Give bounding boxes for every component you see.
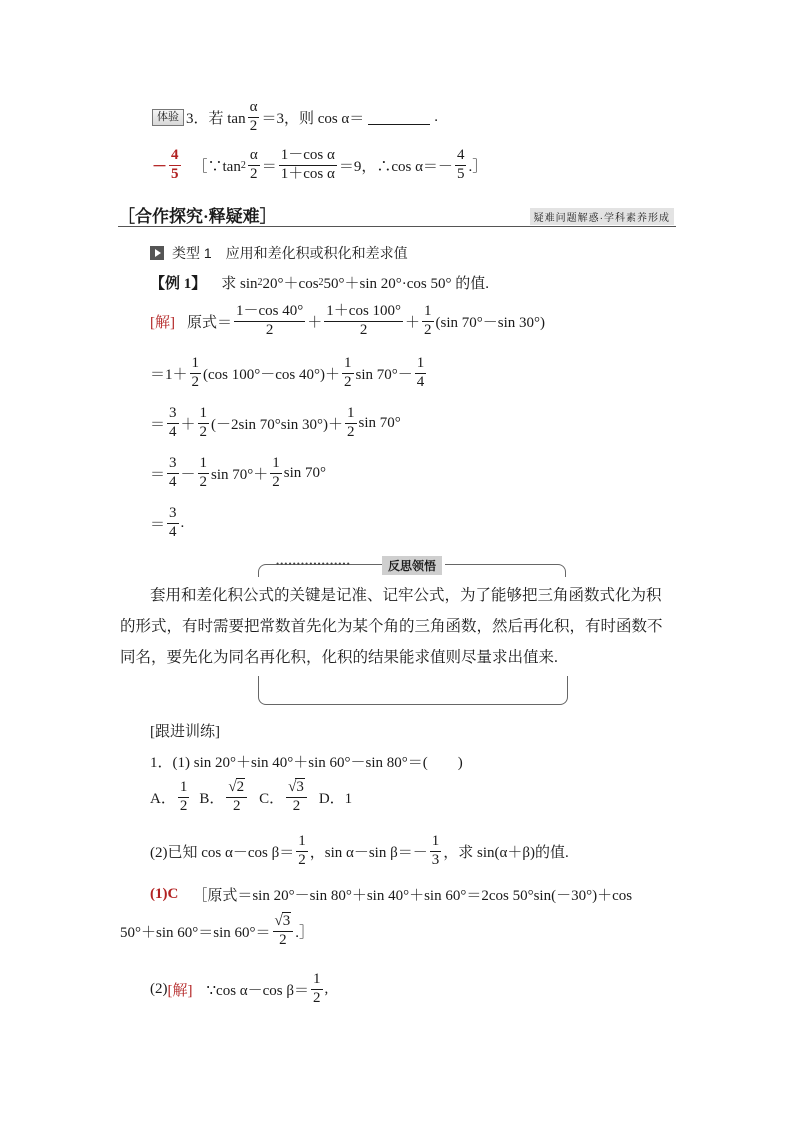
solution-tag: [解] (150, 314, 175, 331)
example-1 (150, 272, 489, 293)
exercise-text-start: 3．若 tan (186, 110, 246, 127)
example-text-b: 20°＋cos (262, 276, 319, 292)
reflection-label: 反思领悟 (382, 556, 442, 575)
solution-l1-frac1: $\frac{1-\cos 40^\circ}{2}$ (236, 303, 304, 338)
solution-l4-b: － (180, 466, 196, 483)
solution-line-3 (150, 406, 401, 441)
solution-l1-a: 原式＝ (187, 314, 233, 331)
option-b-frac: $\frac{√2}{2}$ (226, 780, 247, 815)
answer-close: .］ (468, 158, 488, 175)
q2-text-a: (2)已知 cos α－cos β＝ (150, 844, 295, 861)
q2-frac1: $\frac{1}{2}$ (298, 833, 306, 868)
practice-q1: 1．(1) sin 20°＋sin 40°＋sin 60°－sin 80°＝( ) (150, 755, 463, 771)
option-c-label: C． (259, 790, 285, 807)
a2-text: ∵cos α－cos β＝ (206, 982, 310, 999)
solution-line-5 (150, 506, 184, 541)
solution-l1-plus2: ＋ (405, 314, 421, 331)
practice-options (150, 780, 352, 815)
a2-end: , (324, 980, 329, 997)
a2-frac: $\frac{1}{2}$ (313, 971, 321, 1006)
example-label: 【例 1】 (150, 276, 207, 292)
option-c-frac: $\frac{√3}{2}$ (286, 780, 307, 815)
solution-l2-c: sin 70°－ (355, 366, 413, 383)
solution-line-2 (150, 356, 428, 391)
example-sup2: 2 (318, 277, 324, 288)
answer-blank (368, 110, 430, 125)
answer-fraction: $\frac{4}{5}$ (171, 147, 179, 182)
solution-l1-frac3: $\frac{1}{2}$ (424, 303, 432, 338)
answer-eq9: ＝9，∴cos α＝－ (338, 158, 453, 175)
answer-fraction-4: $\frac{4}{5}$ (456, 147, 465, 182)
reflection-border-right (445, 564, 566, 577)
solution-l3-c: (－2sin 70°sin 30°)＋ (211, 416, 344, 433)
practice-header: [跟进训练] (150, 724, 220, 740)
a1-frac: $\frac{√3}{2}$ (273, 914, 294, 949)
reflection-box-top (258, 556, 566, 574)
solution-l2-b: (cos 100°－cos 40°)＋ (203, 366, 340, 383)
a1-tag: (1)C (150, 886, 179, 902)
a1-end: .］ (295, 924, 315, 941)
a2-tag: (2) (150, 980, 168, 997)
exercise-3 (152, 100, 438, 135)
a1-line2-text: 50°＋sin 60°＝sin 60°＝ (120, 924, 271, 941)
exercise-fraction: $\frac{\alpha}{2}$ (249, 99, 258, 134)
a2-jie: [解] (167, 982, 193, 999)
answer-eq: ＝ (261, 158, 277, 175)
solution-l3-frac3: $\frac{1}{2}$ (347, 405, 355, 440)
example-text-a: 求 sin (206, 276, 258, 292)
solution-l1-plus: ＋ (307, 314, 323, 331)
q2-text-c: ，求 sin(α＋β)的值. (443, 844, 569, 861)
practice-a1-line1 (150, 884, 632, 905)
solution-l3-frac1: $\frac{3}{4}$ (169, 405, 177, 440)
solution-l3-b: ＋ (180, 416, 196, 433)
solution-l2-frac2: $\frac{1}{2}$ (344, 355, 352, 390)
exercise-text-mid: ＝3，则 cos α＝ (261, 110, 365, 127)
solution-line-1 (150, 304, 545, 339)
exercise-badge: 体验 (152, 109, 184, 126)
practice-a1-line2 (120, 914, 314, 949)
section-title: ［合作探究·释疑难］ (118, 207, 277, 226)
solution-l2-frac3: $\frac{1}{4}$ (416, 355, 425, 390)
solution-l4-frac2: $\frac{1}{2}$ (199, 455, 208, 490)
q2-frac2: $\frac{1}{3}$ (431, 833, 440, 868)
solution-l4-d: sin 70° (283, 464, 327, 481)
option-d-label: D．1 (318, 790, 353, 807)
type-heading (150, 243, 408, 263)
play-triangle-icon (150, 246, 164, 260)
reflection-text: 套用和差化积公式的关键是记准、记牢公式，为了能够把三角函数式化为积的形式，有时需要把常数首先化为某个角的三角函数，然后再化积，有时函数不同名，要先化为同名再化积，化积的结果能求值则尽量求出值来. (120, 587, 663, 666)
solution-l4-a: ＝ (150, 466, 166, 483)
answer-fraction-2: $\frac{\alpha}{2}$ (249, 147, 258, 182)
answer-sign: － (152, 158, 168, 175)
a1-text: ［原式＝sin 20°－sin 80°＋sin 40°＋sin 60°＝2cos 50°sin(－30°)＋cos (192, 888, 633, 904)
solution-l5-b: . (180, 514, 185, 531)
solution-l4-frac3: $\frac{1}{2}$ (272, 455, 280, 490)
answer-sup: 2 (240, 159, 246, 171)
solution-l3-a: ＝ (150, 416, 166, 433)
answer-explain-start: ［∵tan (192, 158, 241, 175)
practice-a2 (150, 972, 328, 1007)
option-b-label: B． (199, 790, 225, 807)
solution-l5-frac: $\frac{3}{4}$ (169, 505, 177, 540)
q2-text-b: ，sin α－sin β＝－ (309, 844, 428, 861)
solution-l1-end: (sin 70°－sin 30°) (435, 314, 546, 331)
option-a-label: A． (150, 790, 176, 807)
solution-l3-frac2: $\frac{1}{2}$ (199, 405, 208, 440)
solution-l5-a: ＝ (150, 516, 166, 533)
section-tag: 疑难问题解惑·学科素养形成 (530, 208, 674, 225)
section-header (118, 202, 676, 227)
exercise-3-answer (152, 148, 487, 183)
solution-line-4 (150, 456, 326, 491)
example-sup1: 2 (257, 277, 263, 288)
answer-fraction-3: $\frac{\text{1－cos α}}{\text{1＋cos α}}$ (280, 147, 335, 182)
solution-l2-frac1: $\frac{1}{2}$ (191, 355, 200, 390)
reflection-box-bottom (258, 676, 568, 705)
solution-l4-frac1: $\frac{3}{4}$ (169, 455, 177, 490)
solution-l1-frac2: $\frac{1+\cos 100^\circ}{2}$ (326, 303, 402, 338)
option-a-frac: $\frac{1}{2}$ (179, 779, 188, 814)
solution-l2-a: ＝1＋ (150, 366, 188, 383)
solution-l3-d: sin 70° (358, 414, 401, 431)
practice-q2 (150, 834, 569, 869)
example-text-c: 50°＋sin 20°·cos 50° 的值. (323, 276, 490, 292)
solution-l4-c: sin 70°＋ (211, 466, 269, 483)
exercise-period: . (434, 108, 439, 125)
type-label: 类型 1 应用和差化积或积化和差求值 (172, 245, 408, 261)
reflection-dots: •••••••••••••••••• (276, 559, 351, 569)
